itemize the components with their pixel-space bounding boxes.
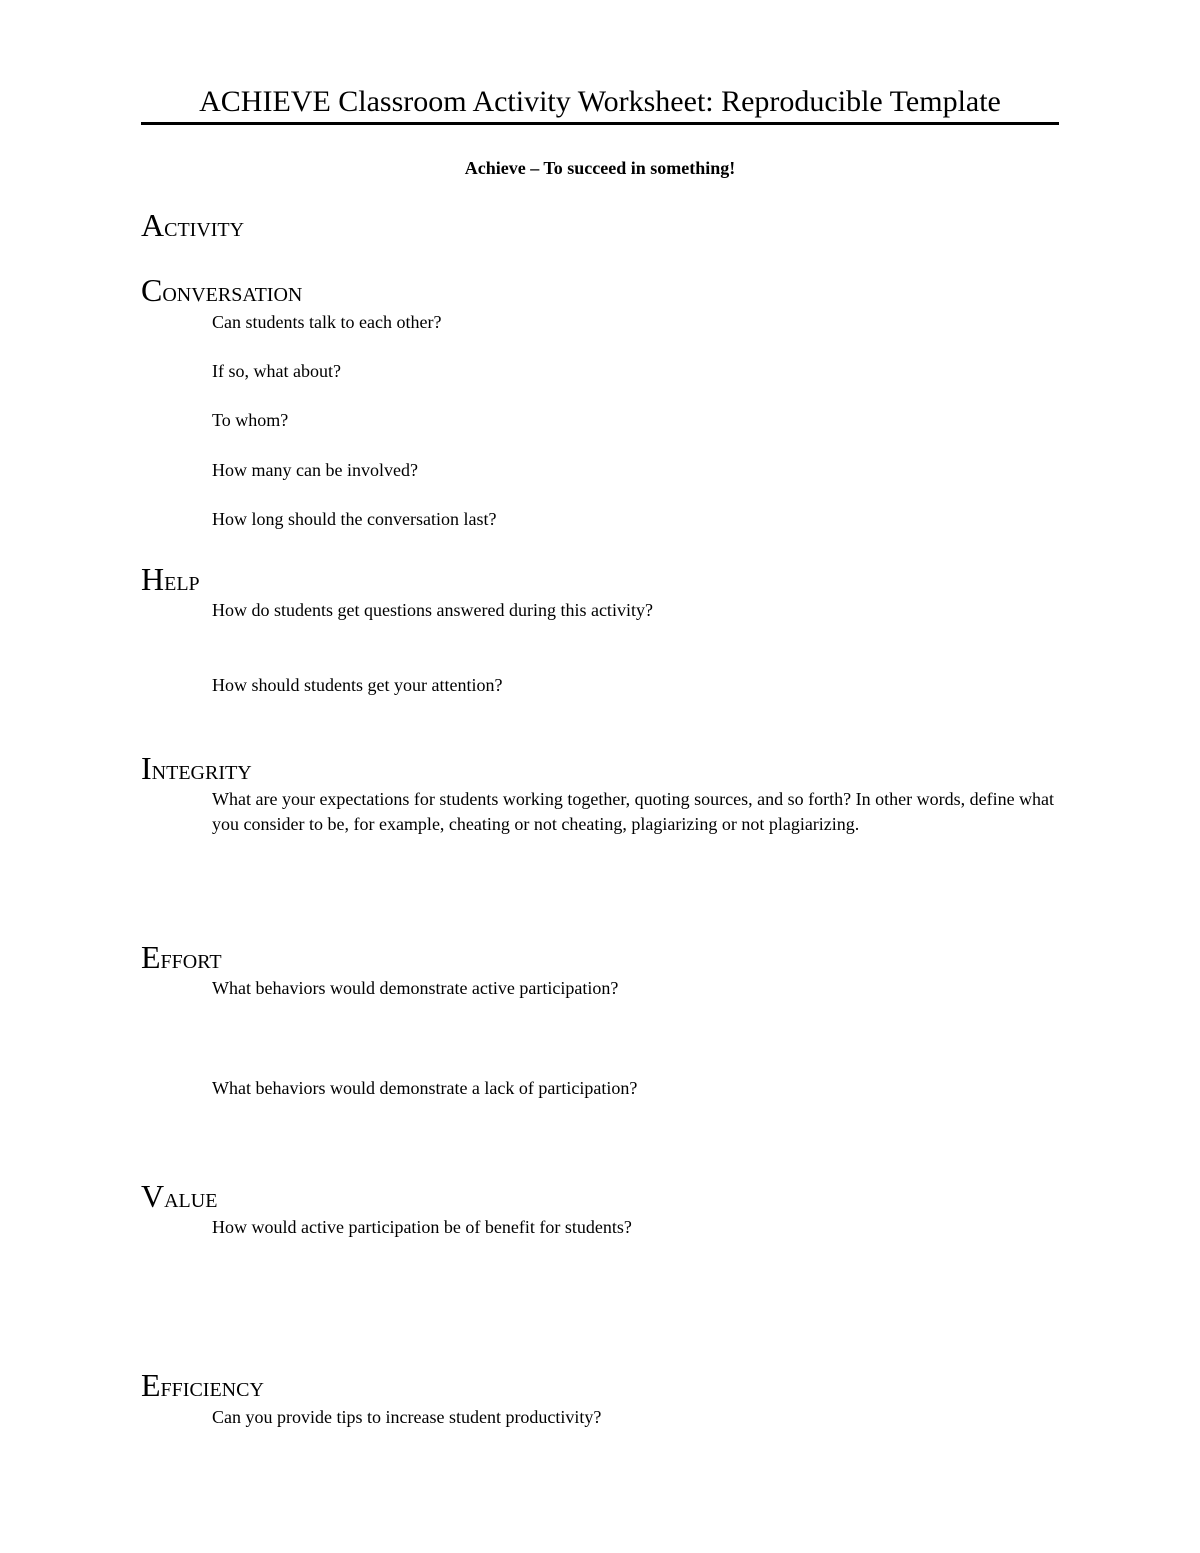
section-initial: C <box>141 272 163 308</box>
question-text: How many can be involved? <box>212 460 418 480</box>
question-text: Can students talk to each other? <box>212 312 442 332</box>
section-rest: FFICIENCY <box>160 1379 264 1401</box>
section-initial: A <box>141 207 165 243</box>
section-initial: E <box>141 1367 161 1403</box>
section-initial: I <box>141 750 152 786</box>
question-text: How should students get your attention? <box>212 675 503 695</box>
section-rest: ELP <box>164 573 200 595</box>
section-heading-efficiency <box>141 1368 264 1407</box>
page-title: ACHIEVE Classroom Activity Worksheet: Reproducible Template <box>199 85 1001 118</box>
section-initial: E <box>141 939 161 975</box>
section-heading-effort <box>141 940 222 979</box>
question-text: What behaviors would demonstrate active participation? <box>212 978 619 998</box>
section-initial: H <box>141 561 165 597</box>
section-rest: FFORT <box>160 951 222 973</box>
section-rest: CTIVITY <box>164 219 245 241</box>
title-underline <box>141 122 1059 125</box>
question-text: How do students get questions answered during this activity? <box>212 600 653 620</box>
section-rest: NTEGRITY <box>151 762 252 784</box>
section-heading-help <box>141 562 200 601</box>
section-initial: V <box>141 1178 165 1214</box>
section-heading-integrity <box>141 751 252 790</box>
section-rest: ALUE <box>164 1190 218 1212</box>
question-text: How long should the conversation last? <box>212 509 497 529</box>
question-text: Can you provide tips to increase student productivity? <box>212 1407 602 1427</box>
section-heading-value <box>141 1179 217 1218</box>
question-text: If so, what about? <box>212 361 341 381</box>
question-text: To whom? <box>212 410 289 430</box>
section-heading-conversation <box>141 273 302 312</box>
question-text: What are your expectations for students working together, quoting sources, and so forth? In other words, define what you consider to be, for example, cheating or not cheating, plagiarizing or not plagiarizing. <box>212 789 1055 834</box>
section-heading-activity <box>141 208 244 247</box>
question-text: What behaviors would demonstrate a lack of participation? <box>212 1078 638 1098</box>
section-rest: ONVERSATION <box>162 284 303 306</box>
page-subtitle: Achieve – To succeed in something! <box>464 158 736 178</box>
question-text: How would active participation be of benefit for students? <box>212 1217 632 1237</box>
